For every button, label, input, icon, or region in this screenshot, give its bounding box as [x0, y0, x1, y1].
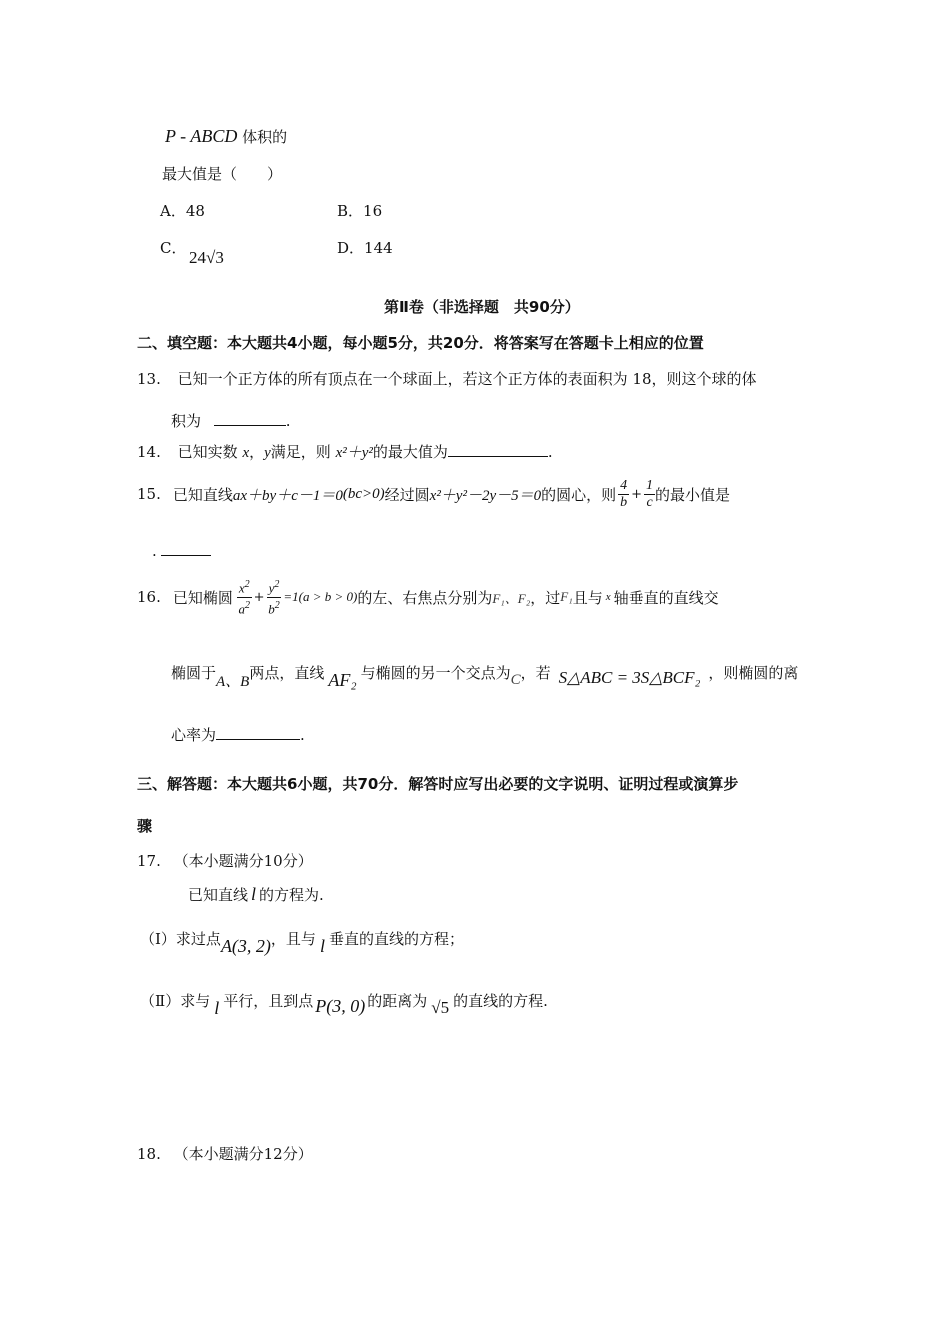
q15-circle-expr: x²＋y²－2y－5＝0 [429, 487, 542, 504]
q15-number: 15. [137, 485, 161, 503]
section3-header-line1: 三、解答题：本大题共6小题，共70分．解答时应写出必要的文字说明、证明过程或演算步 [137, 775, 739, 793]
part2-title: 第Ⅱ卷（非选择题 共90分） [384, 298, 580, 316]
q16-line-af2: AF₂ [328, 669, 357, 690]
q16-foci: F₁、F₂ [492, 590, 531, 606]
section2-header: 二、填空题：本大题共4小题，每小题5分，共20分．将答案写在答题卡上相应的位置 [137, 334, 704, 352]
q14-answer-blank[interactable] [448, 442, 548, 457]
q16-frac-x2-a2: $\frac{x^2}{a^2}$ [238, 579, 251, 616]
q13-line2: 积为 . [171, 412, 291, 430]
q15-answer-blank[interactable] [161, 541, 211, 556]
q15-line1: 15. 已知直线 ax＋by＋c－1＝0 (bc>0) 经过圆 x²＋y²－2y－5＝0 的圆心，则 $\frac{4}{b}$ + $\frac{1}{c}$ 的最小值是 [137, 477, 731, 510]
q16-points-ab: A、B [216, 673, 250, 690]
q17-header [137, 850, 313, 871]
q16-answer-blank[interactable] [216, 725, 300, 740]
q17-point-p: P(3, 0) [315, 995, 366, 1016]
q16-ellipse-rhs: =1(a > b > 0) [283, 589, 358, 604]
q12-expr: P - ABCD [165, 126, 238, 146]
q12-line2: 最大值是（ ） [162, 165, 283, 183]
q15-frac-4-b: $\frac{4}{b}$ [620, 477, 628, 510]
q12-option-c-value: 24√3 [189, 248, 224, 267]
q12-option-a: A．48 [160, 202, 205, 220]
q13-number: 13. [137, 370, 161, 388]
q16-line2: 椭圆于 A、B 两点，直线 AF₂ 与椭圆的另一个交点为 C ，若 S△ABC = 3S△BCF₂ ，则椭圆的离 [171, 663, 799, 690]
q17-part2: （Ⅱ）求与 l 平行，且到点 P(3, 0) 的距离为 √5 的直线的方程. [140, 991, 548, 1018]
q12-option-c-label: C． [160, 239, 187, 257]
q13-answer-blank[interactable] [214, 411, 286, 426]
q17-point-a: A(3, 2) [220, 935, 271, 956]
q18-score: （本小题满分12分） [173, 1145, 313, 1163]
q16-frac-y2-b2: $\frac{y^2}{b^2}$ [268, 579, 280, 616]
q16-line3: 心率为 . [171, 726, 305, 744]
q14-line: 14. 已知实数 x，y满足，则 x²＋y²的最大值为 . [137, 443, 553, 461]
q14-number: 14. [137, 443, 161, 461]
q18-number: 18. [137, 1145, 161, 1163]
section3-header-line2: 骤 [137, 817, 153, 835]
q18-header [137, 1143, 313, 1164]
q17-number: 17. [137, 852, 161, 870]
q17-score: （本小题满分10分） [173, 852, 313, 870]
q15-line2: . [152, 541, 211, 560]
q13-text: 已知一个正方体的所有顶点在一个球面上，若这个正方体的表面积为 18，则这个球的体 [177, 370, 757, 388]
q17-distance: √5 [431, 998, 450, 1017]
q16-area-eq: S△ABC = 3S△BCF₂ [558, 668, 701, 687]
q16-number: 16. [137, 588, 161, 606]
q12-option-d: D．144 [337, 239, 393, 257]
q15-frac-1-c: $\frac{1}{c}$ [646, 477, 654, 510]
q12-expr-line [165, 126, 287, 147]
q17-part1: （Ⅰ）求过点 A(3, 2) ，且与 l 垂直的直线的方程； [140, 929, 464, 956]
q12-line1-text: 体积的 [242, 128, 288, 146]
q13-line1 [137, 368, 757, 389]
q17-stem: 已知直线 l 的方程为. [188, 884, 324, 904]
q14-expr: x²＋y² [335, 445, 373, 461]
q12-option-b: B．16 [337, 202, 383, 220]
q16-line1: 16. 已知椭圆 $\frac{x^2}{a^2}$ + $\frac{y^2}{b^2}$ =1(a > b > 0) 的左、右焦点分别为 F₁、F₂ ，过 F₁ 且与 x 轴垂直的直线交 [137, 579, 719, 616]
q15-line-expr: ax＋by＋c－1＝0 [232, 487, 343, 504]
